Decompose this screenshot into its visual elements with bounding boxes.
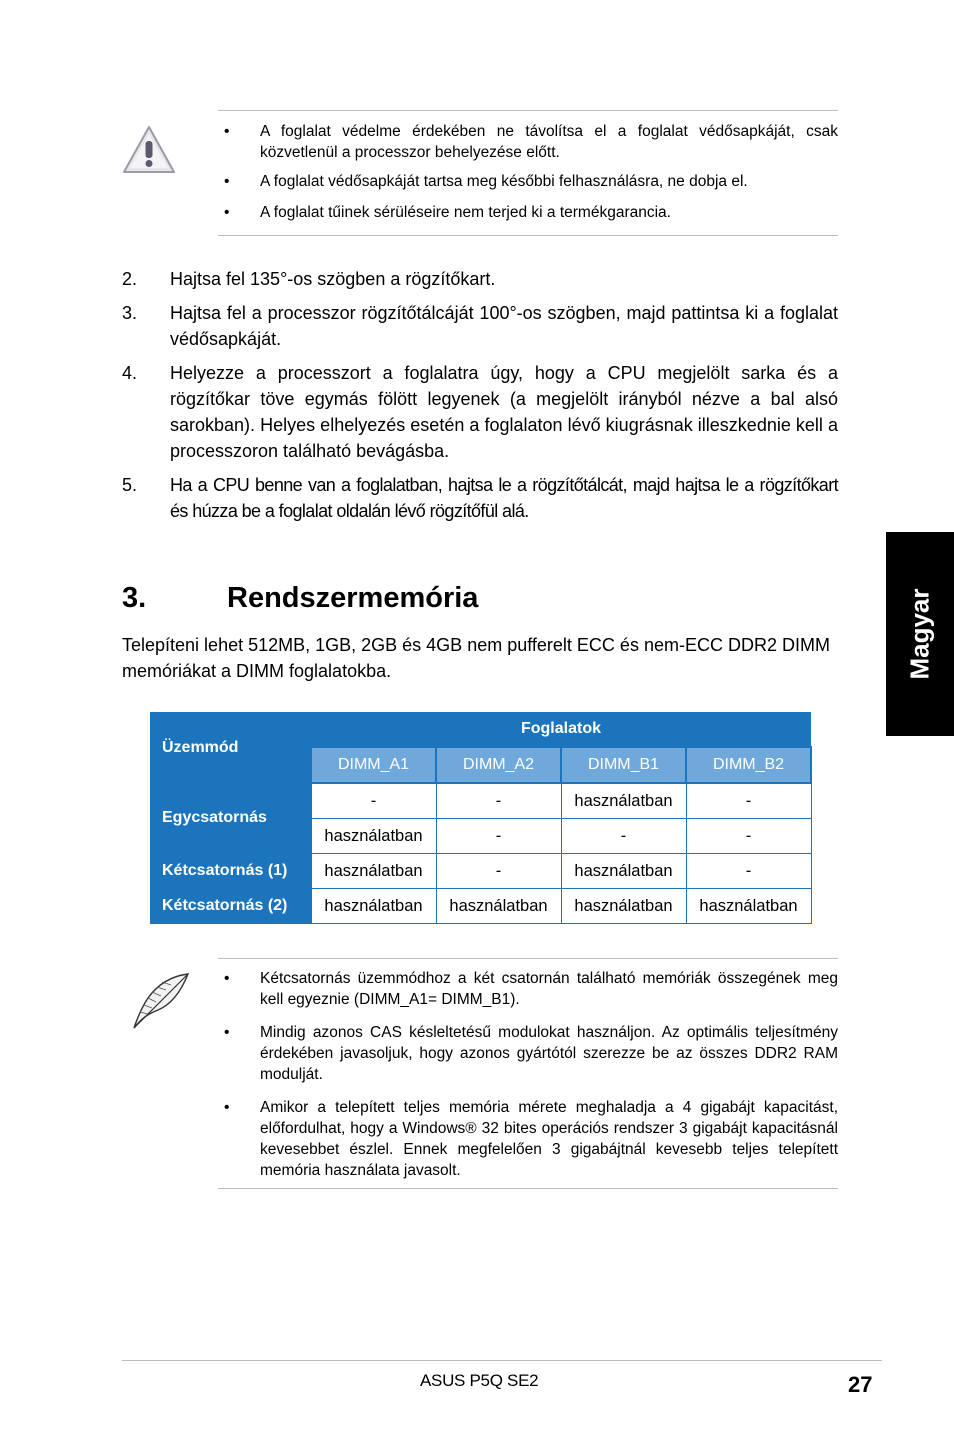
bullet-dot: • <box>224 970 230 987</box>
table-cell: használatban <box>436 889 561 924</box>
mode-label: Kétcsatornás (1) <box>150 854 311 889</box>
table-cell: használatban <box>311 854 436 889</box>
table-cell: - <box>561 819 686 854</box>
note-text: Mindig azonos CAS késleltetésű modulokat használjon. Az optimális teljesítmény érdekében javasoljuk, hogy azonos gyártótól szerezze be az összes DDR2 RAM modulját. <box>260 1024 838 1083</box>
bullet-dot: • <box>224 173 230 190</box>
table-cell: - <box>436 819 561 854</box>
installation-steps <box>122 266 838 532</box>
caution-item <box>224 121 838 163</box>
step-number: 5. <box>122 475 138 495</box>
note-bottom-rule <box>218 1188 838 1189</box>
table-cell: - <box>311 783 436 819</box>
caution-bottom-rule <box>218 235 838 236</box>
section-heading <box>122 582 478 615</box>
note-item <box>224 1022 838 1085</box>
table-cell: használatban <box>561 889 686 924</box>
intro-paragraph: Telepíteni lehet 512MB, 1GB, 2GB és 4GB nem pufferelt ECC és nem-ECC DDR2 DIMM memóriákat a DIMM foglalatokba. <box>122 635 830 681</box>
table-cell: - <box>436 783 561 819</box>
caution-text: A foglalat védősapkáját tartsa meg későbbi felhasználásra, ne dobja el. <box>260 173 748 190</box>
step-item <box>122 472 838 524</box>
table-cell: használatban <box>686 889 811 924</box>
step-number: 3. <box>122 303 138 323</box>
note-item <box>224 1097 838 1181</box>
memory-config-table <box>150 712 812 924</box>
section-number: 3. <box>122 582 147 614</box>
caution-icon <box>122 124 176 176</box>
table-cell: használatban <box>311 889 436 924</box>
note-top-rule <box>218 958 838 959</box>
table-cell: használatban <box>561 854 686 889</box>
table-header-row <box>150 712 811 747</box>
bullet-dot: • <box>224 204 230 221</box>
slot-header: DIMM_B1 <box>561 747 686 783</box>
table-cell: használatban <box>311 819 436 854</box>
caution-text: A foglalat védelme érdekében ne távolítsa el a foglalat védősapkáját, csak közvetlenül a processzor behelyezése előtt. <box>260 123 838 161</box>
table-row <box>150 854 811 889</box>
mode-header: Üzemmód <box>150 712 311 783</box>
step-number: 2. <box>122 269 138 289</box>
footer-rule <box>122 1360 882 1361</box>
slot-header: DIMM_A2 <box>436 747 561 783</box>
slot-header: DIMM_A1 <box>311 747 436 783</box>
language-label: Magyar <box>904 588 935 680</box>
step-item <box>122 266 838 292</box>
step-text: Helyezze a processzort a foglalatra úgy, hogy a CPU megjelölt sarka és a rögzítőkar töve egymás fölött legyenek (a megjelölt irányból nézve a bal alsó sarokban). Helyes elhelyezés esetén a foglalaton lévő kiugrásnak illeszkednie kell a processzoron található bevágásba. <box>170 363 838 461</box>
bullet-dot: • <box>224 123 230 140</box>
page-number: 27 <box>848 1372 873 1397</box>
caution-top-rule <box>218 110 838 111</box>
table-cell: - <box>436 854 561 889</box>
table-cell: - <box>686 783 811 819</box>
table-cell: - <box>686 819 811 854</box>
step-text: Hajtsa fel a processzor rögzítőtálcáját 100°-os szögben, majd pattintsa ki a foglalat védősapkáját. <box>170 303 838 349</box>
caution-text: A foglalat tűinek sérüléseire nem terjed ki a termékgarancia. <box>260 204 671 221</box>
bullet-dot: • <box>224 1099 230 1116</box>
section-title: Rendszermemória <box>227 582 479 614</box>
step-item <box>122 360 838 464</box>
step-text: Hajtsa fel 135°-os szögben a rögzítőkart. <box>170 269 496 289</box>
mode-label: Egycsatornás <box>150 783 311 854</box>
notes-list <box>224 968 838 1181</box>
table-cell: használatban <box>561 783 686 819</box>
bullet-dot: • <box>224 1024 230 1041</box>
step-text: Ha a CPU benne van a foglalatban, hajtsa le a rögzítőtálcát, majd hajtsa le a rögzítőkart és húzza be a foglalat oldalán lévő rögzítőfül alá. <box>170 475 838 521</box>
caution-list <box>224 121 838 223</box>
table-cell: - <box>686 854 811 889</box>
mode-label: Kétcsatornás (2) <box>150 889 311 924</box>
step-number: 4. <box>122 363 138 383</box>
language-side-tab <box>886 532 954 736</box>
table-row <box>150 889 811 924</box>
note-text: Amikor a telepített teljes memória mérete meghaladja a 4 gigabájt kapacitást, előfordulhat, hogy a Windows® 32 bites operációs rendszer 3 gigabájt kapacitásnál kevesebbet észlel. Ennek megfelelően 3 gigabájtnál kevesebb teljes telepített memória használata javasolt. <box>260 1099 838 1179</box>
caution-item <box>224 202 838 223</box>
feather-note-icon <box>128 972 192 1032</box>
note-item <box>224 968 838 1010</box>
slot-header: DIMM_B2 <box>686 747 811 783</box>
slots-header: Foglalatok <box>311 712 811 747</box>
step-item <box>122 300 838 352</box>
table-row <box>150 783 811 819</box>
note-text: Kétcsatornás üzemmódhoz a két csatornán található memóriák összegének meg kell egyeznie (DIMM_A1= DIMM_B1). <box>260 970 838 1008</box>
caution-item <box>224 171 838 192</box>
footer-product-name: ASUS P5Q SE2 <box>420 1371 539 1390</box>
